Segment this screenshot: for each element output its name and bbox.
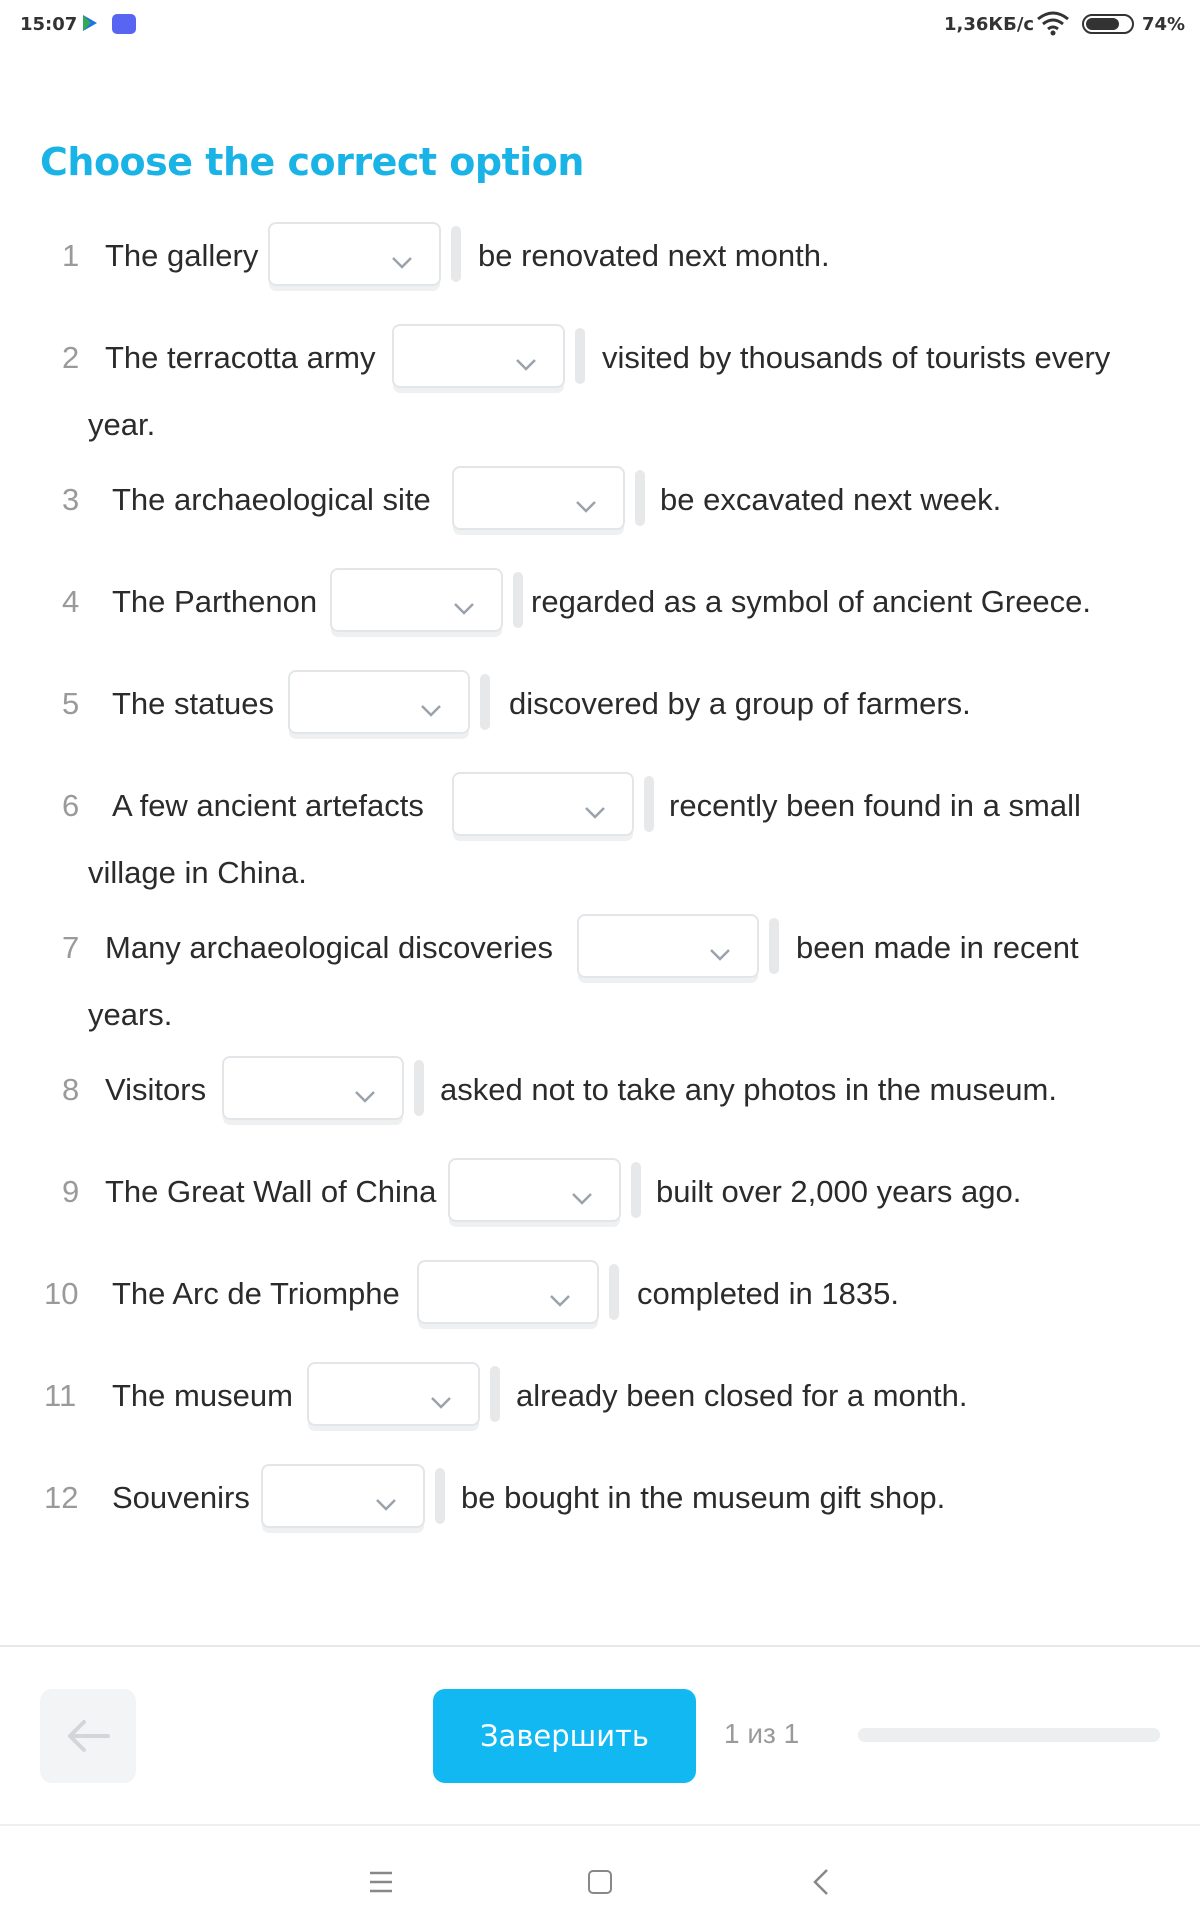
dropdown-handle (490, 1366, 500, 1422)
dropdown-handle (609, 1264, 619, 1320)
chevron-down-icon (375, 1484, 397, 1520)
battery-percent: 74% (1142, 14, 1186, 35)
dropdown-handle (435, 1468, 445, 1524)
wifi-icon (1036, 10, 1070, 41)
question-tail-text: built over 2,000 years ago. (656, 1174, 1022, 1209)
question-lead-text: Many archaeological discoveries (105, 930, 554, 965)
answer-dropdown[interactable] (222, 1056, 404, 1120)
question-tail-text: be bought in the museum gift shop. (461, 1480, 946, 1515)
chevron-down-icon (354, 1076, 376, 1112)
status-time: 15:07 (20, 14, 78, 35)
answer-dropdown[interactable] (307, 1362, 480, 1426)
question-lead-text: The museum (112, 1378, 293, 1413)
question-lead-text: Souvenirs (112, 1480, 250, 1515)
page-indicator: 1 из 1 (724, 1718, 800, 1749)
question-continuation: village in China. (88, 855, 307, 890)
answer-dropdown[interactable] (448, 1158, 621, 1222)
question-number: 9 (62, 1174, 80, 1209)
footer-divider (0, 1645, 1200, 1647)
question-tail-text: completed in 1835. (637, 1276, 899, 1311)
chevron-down-icon (453, 588, 475, 624)
back-nav-icon[interactable] (812, 1868, 830, 1901)
answer-dropdown[interactable] (452, 772, 634, 836)
discord-icon (112, 14, 136, 34)
question-tail-text: recently been found in a small (669, 788, 1081, 823)
system-nav-bar (0, 1824, 1200, 1920)
chevron-down-icon (709, 934, 731, 970)
question-number: 1 (62, 238, 80, 273)
question-lead-text: A few ancient artefacts (112, 788, 424, 823)
play-store-icon (82, 14, 98, 37)
question-number: 10 (44, 1276, 79, 1311)
dropdown-handle (575, 328, 585, 384)
question-lead-text: Visitors (105, 1072, 207, 1107)
question-tail-text: discovered by a group of farmers. (509, 686, 971, 721)
dropdown-handle (635, 470, 645, 526)
question-continuation: year. (88, 407, 156, 442)
progress-bar (858, 1728, 1160, 1742)
dropdown-handle (769, 918, 779, 974)
page-title: Choose the correct option (40, 140, 584, 184)
question-number: 7 (62, 930, 80, 965)
question-lead-text: The terracotta army (105, 340, 376, 375)
answer-dropdown[interactable] (577, 914, 759, 978)
status-bar (0, 0, 1200, 48)
question-tail-text: already been closed for a month. (516, 1378, 968, 1413)
question-number: 12 (44, 1480, 79, 1515)
chevron-down-icon (575, 486, 597, 522)
question-number: 4 (62, 584, 80, 619)
dropdown-handle (644, 776, 654, 832)
question-lead-text: The Parthenon (112, 584, 318, 619)
home-icon[interactable] (588, 1870, 612, 1894)
network-speed: 1,36КБ/с (944, 14, 1035, 35)
question-number: 8 (62, 1072, 80, 1107)
battery-icon (1082, 14, 1134, 34)
question-continuation: years. (88, 997, 173, 1032)
question-tail-text: visited by thousands of tourists every (602, 340, 1111, 375)
question-lead-text: The statues (112, 686, 274, 721)
dropdown-handle (451, 226, 461, 282)
question-number: 6 (62, 788, 80, 823)
dropdown-handle (631, 1162, 641, 1218)
answer-dropdown[interactable] (392, 324, 565, 388)
question-tail-text: been made in recent (796, 930, 1079, 965)
back-button[interactable] (40, 1689, 136, 1783)
question-lead-text: The Great Wall of China (105, 1174, 437, 1209)
menu-icon[interactable] (369, 1871, 393, 1898)
answer-dropdown[interactable] (417, 1260, 599, 1324)
dropdown-handle (414, 1060, 424, 1116)
answer-dropdown[interactable] (452, 466, 625, 530)
dropdown-handle (513, 572, 523, 628)
chevron-down-icon (391, 242, 413, 278)
question-number: 11 (44, 1378, 77, 1413)
answer-dropdown[interactable] (261, 1464, 425, 1528)
chevron-down-icon (420, 690, 442, 726)
question-tail-text: be renovated next month. (478, 238, 830, 273)
question-tail-text: asked not to take any photos in the museum. (440, 1072, 1057, 1107)
question-number: 2 (62, 340, 80, 375)
question-lead-text: The archaeological site (112, 482, 431, 517)
question-tail-text: be excavated next week. (660, 482, 1002, 517)
answer-dropdown[interactable] (330, 568, 503, 632)
answer-dropdown[interactable] (268, 222, 441, 286)
question-tail-text: regarded as a symbol of ancient Greece. (531, 584, 1092, 619)
chevron-down-icon (515, 344, 537, 380)
question-lead-text: The gallery (105, 238, 259, 273)
arrow-left-icon (66, 1719, 110, 1753)
finish-button[interactable]: Завершить (433, 1689, 696, 1783)
question-lead-text: The Arc de Triomphe (112, 1276, 400, 1311)
chevron-down-icon (584, 792, 606, 828)
dropdown-handle (480, 674, 490, 730)
chevron-down-icon (549, 1280, 571, 1316)
answer-dropdown[interactable] (288, 670, 470, 734)
chevron-down-icon (430, 1382, 452, 1418)
question-number: 3 (62, 482, 80, 517)
chevron-down-icon (571, 1178, 593, 1214)
question-number: 5 (62, 686, 80, 721)
